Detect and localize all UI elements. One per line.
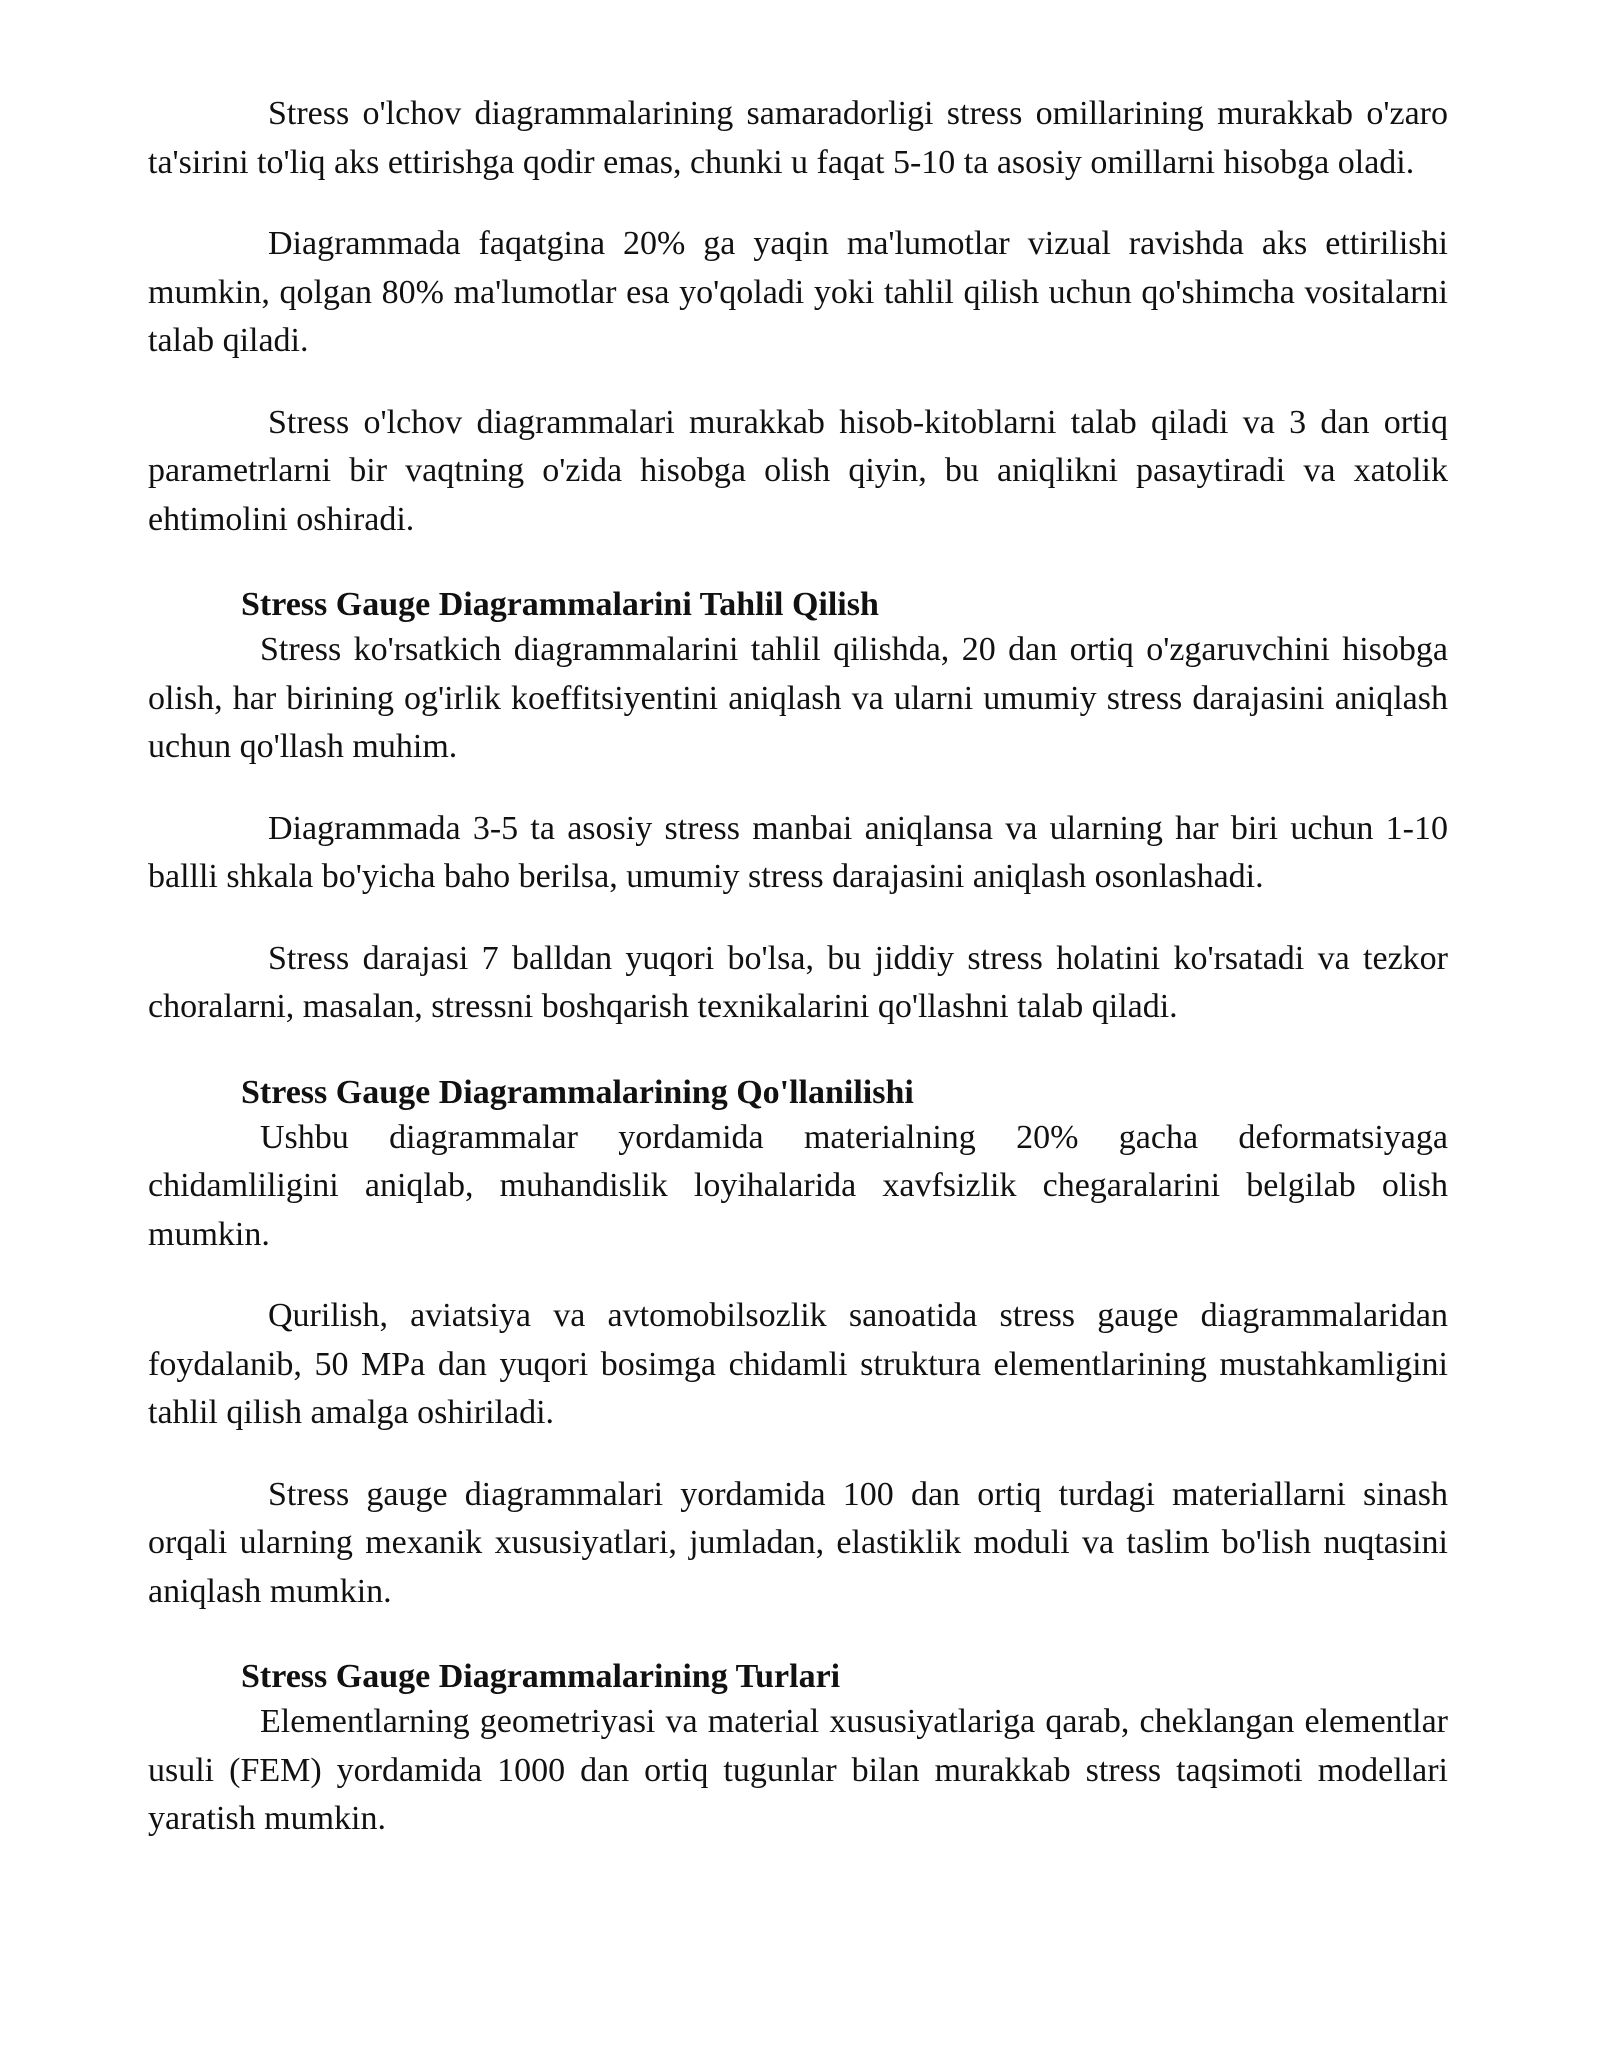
document-page <box>148 90 1448 1877</box>
paragraph: Stress o'lchov diagrammalarining samaradorligi stress omillarining murakkab o'zaro ta'sirini to'liq aks ettirishga qodir emas, chunki u faqat 5-10 ta asosiy omillarni hisobga oladi. <box>148 95 1448 181</box>
section-heading: Stress Gauge Diagrammalarini Tahlil Qilish <box>241 586 879 623</box>
section-heading: Stress Gauge Diagrammalarining Qo'llanilishi <box>241 1073 914 1111</box>
paragraph: Stress gauge diagrammalari yordamida 100 dan ortiq turdagi materiallarni sinash orqali ularning mexanik xususiyatlari, jumladan, elastiklik moduli va taslim bo'lish nuqtasini aniqlash mumkin. <box>148 1475 1448 1610</box>
section-heading: Stress Gauge Diagrammalarining Turlari <box>241 1658 841 1695</box>
paragraph: Elementlarning geometriyasi va material xususiyatlariga qarab, cheklangan elementlar usuli (FEM) yordamida 1000 dan ortiq tugunlar bilan murakkab stress taqsimoti modellari yaratish mumkin. <box>148 1703 1448 1837</box>
paragraph: Stress o'lchov diagrammalari murakkab hisob-kitoblarni talab qiladi va 3 dan ortiq parametrlarni bir vaqtning o'zida hisobga olish qiyin, bu aniqlikni pasaytiradi va xatolik ehtimolini oshiradi. <box>148 403 1448 538</box>
paragraph: Stress darajasi 7 balldan yuqori bo'lsa, bu jiddiy stress holatini ko'rsatadi va tezkor choralarni, masalan, stressni boshqarish texnikalarini qo'llashni talab qiladi. <box>148 939 1448 1025</box>
paragraph: Diagrammada 3-5 ta asosiy stress manbai aniqlansa va ularning har biri uchun 1-10 ballli shkala bo'yicha baho berilsa, umumiy stress darajasini aniqlash osonlashadi. <box>148 809 1448 895</box>
paragraph: Qurilish, aviatsiya va avtomobilsozlik sanoatida stress gauge diagrammalaridan foydalanib, 50 MPa dan yuqori bosimga chidamli struktura elementlarining mustahkamligini tahlil qilish amalga oshiriladi. <box>148 1297 1448 1431</box>
paragraph: Diagrammada faqatgina 20% ga yaqin ma'lumotlar vizual ravishda aks ettirilishi mumkin, qolgan 80% ma'lumotlar esa yo'qoladi yoki tahlil qilish uchun qo'shimcha vositalarni talab qiladi. <box>148 225 1448 359</box>
paragraph: Stress ko'rsatkich diagrammalarini tahlil qilishda, 20 dan ortiq o'zgaruvchini hisobga olish, har birining og'irlik koeffitsiyentini aniqlash va ularni umumiy stress darajasini aniqlash uchun qo'llash muhim. <box>148 631 1448 765</box>
paragraph: Ushbu diagrammalar yordamida materialning 20% gacha deformatsiyaga chidamliligini aniqlab, muhandislik loyihalarida xavfsizlik chegaralarini belgilab olish mumkin. <box>148 1118 1448 1253</box>
